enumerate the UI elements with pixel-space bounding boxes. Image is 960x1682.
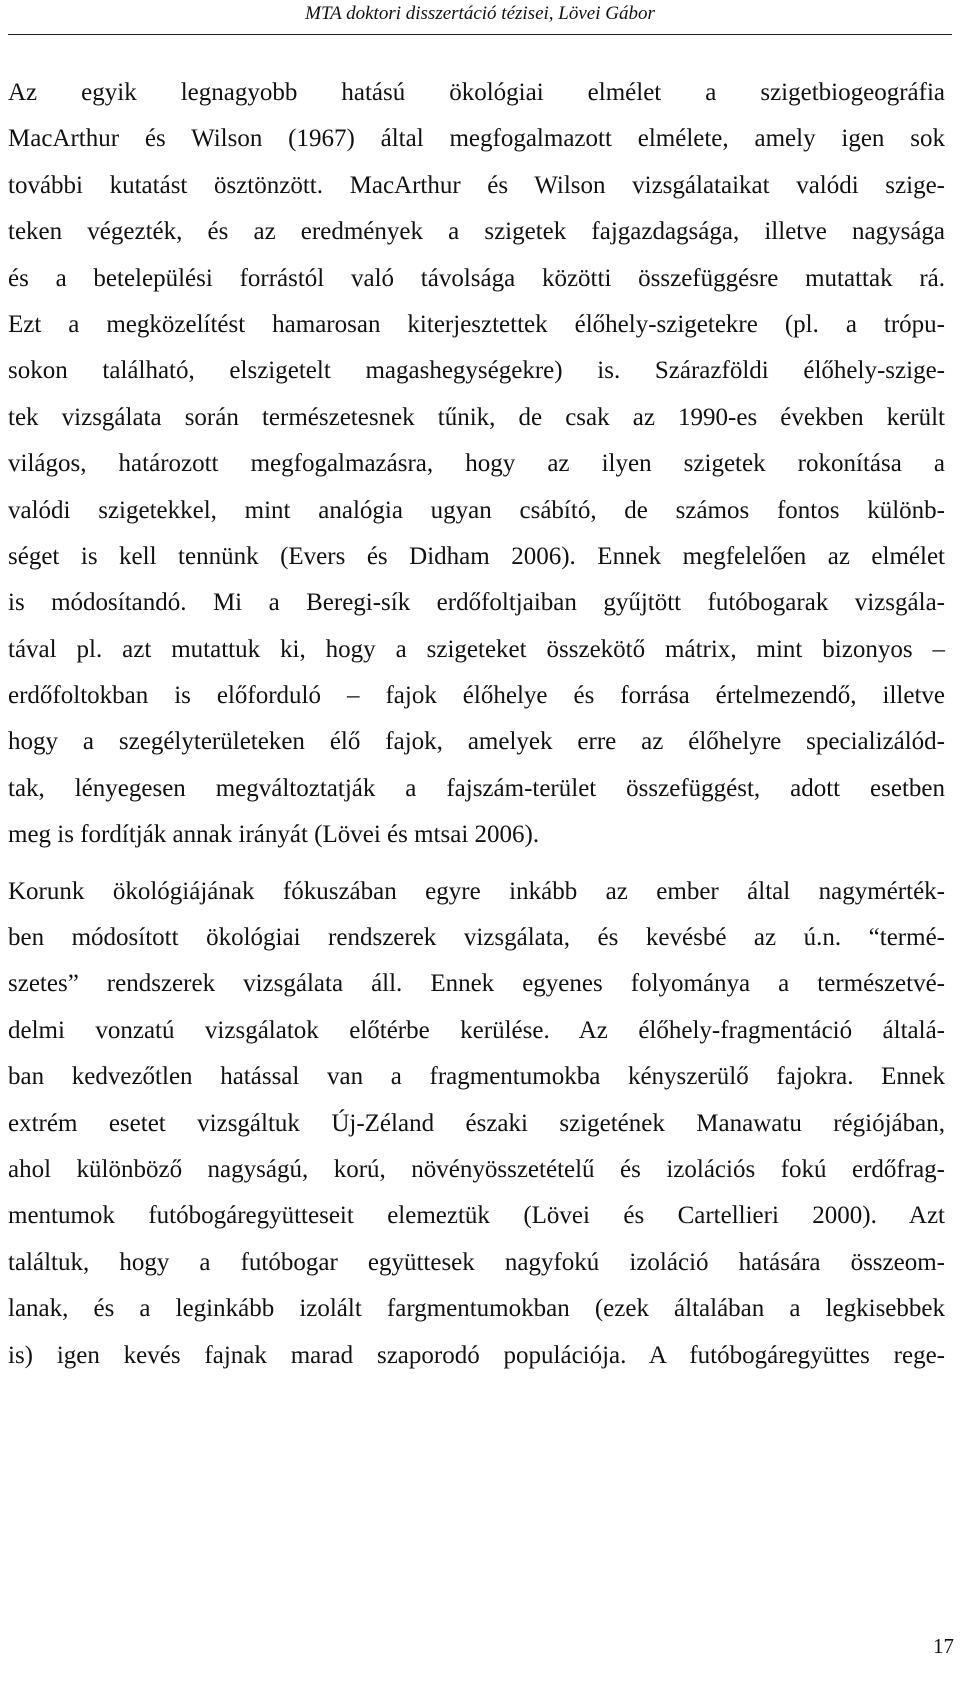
- text-line: extrém esetet vizsgáltuk Új-Zéland északi szigetének Manawatu régiójában,: [8, 1109, 945, 1137]
- text-line: meg is fordítják annak irányát (Lövei és mtsai 2006).: [8, 821, 540, 849]
- text-line: tek vizsgálata során természetesnek tűnik, de csak az 1990-es években került: [8, 403, 945, 431]
- text-line: is módosítandó. Mi a Beregi-sík erdőfoltjaiban gyűjtött futóbogarak vizsgála-: [8, 589, 945, 617]
- text-line: mentumok futóbogáregyütteseit elemeztük (Lövei és Cartellieri 2000). Azt: [8, 1202, 945, 1230]
- text-line: tak, lényegesen megváltoztatják a fajszám-terület összefüggést, adott esetben: [8, 774, 945, 802]
- text-line: is) igen kevés fajnak marad szaporodó populációja. A futóbogáregyüttes rege-: [8, 1341, 945, 1369]
- text-line: találtuk, hogy a futóbogar együttesek nagyfokú izoláció hatására összeom-: [8, 1248, 945, 1276]
- text-line: ben módosított ökológiai rendszerek vizsgálata, és kevésbé az ú.n. “termé-: [8, 924, 945, 952]
- running-header: MTA doktori disszertáció tézisei, Lövei Gábor: [305, 3, 655, 24]
- text-line: Korunk ökológiájának fókuszában egyre inkább az ember által nagymérték-: [8, 877, 945, 905]
- text-line: teken végezték, és az eredmények a szigetek fajgazdagsága, illetve nagysága: [8, 218, 945, 246]
- text-line: ahol különböző nagyságú, korú, növényösszetételű és izolációs fokú erdőfrag-: [8, 1155, 945, 1183]
- paragraph-gap: [8, 859, 945, 869]
- text-line: további kutatást ösztönzött. MacArthur és Wilson vizsgálataikat valódi szige-: [8, 171, 945, 199]
- text-line: tával pl. azt mutattuk ki, hogy a szigeteket összekötő mátrix, mint bizonyos –: [8, 635, 945, 663]
- text-line: séget is kell tennünk (Evers és Didham 2006). Ennek megfelelően az elmélet: [8, 542, 945, 570]
- body-text: [8, 70, 945, 1379]
- header-rule: [8, 34, 952, 35]
- text-line: delmi vonzatú vizsgálatok előtérbe kerülése. Az élőhely-fragmentáció általá-: [8, 1016, 945, 1044]
- text-line: sokon található, elszigetelt magashegységekre) is. Szárazföldi élőhely-szige-: [8, 357, 945, 385]
- text-line: szetes” rendszerek vizsgálata áll. Ennek egyenes folyománya a természetvé-: [8, 970, 945, 998]
- text-line: erdőfoltokban is előforduló – fajok élőhelye és forrása értelmezendő, illetve: [8, 682, 945, 710]
- text-line: ban kedvezőtlen hatással van a fragmentumokba kényszerülő fajokra. Ennek: [8, 1063, 945, 1091]
- page-number: 17: [933, 1634, 954, 1658]
- text-line: és a betelepülési forrástól való távolsága közötti összefüggésre mutattak rá.: [8, 264, 945, 292]
- paragraph: [8, 869, 945, 1379]
- text-line: valódi szigetekkel, mint analógia ugyan csábító, de számos fontos különb-: [8, 496, 945, 524]
- text-line: MacArthur és Wilson (1967) által megfogalmazott elmélete, amely igen sok: [8, 125, 945, 153]
- text-line: Ezt a megközelítést hamarosan kiterjesztettek élőhely-szigetekre (pl. a trópu-: [8, 310, 945, 338]
- text-line: világos, határozott megfogalmazásra, hogy az ilyen szigetek rokonítása a: [8, 450, 945, 478]
- paragraph: [8, 70, 945, 859]
- text-line: lanak, és a leginkább izolált fargmentumokban (ezek általában a legkisebbek: [8, 1295, 945, 1323]
- text-line: Az egyik legnagyobb hatású ökológiai elmélet a szigetbiogeográfia: [8, 79, 945, 106]
- text-line: hogy a szegélyterületeken élő fajok, amelyek erre az élőhelyre specializálód-: [8, 728, 945, 756]
